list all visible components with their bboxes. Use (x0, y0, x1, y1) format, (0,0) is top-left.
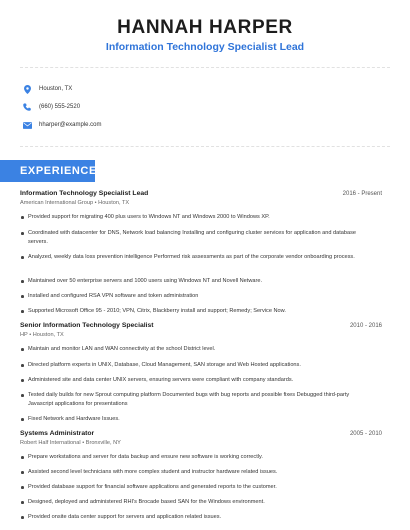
job-bullet: Directed platform experts in UNIX, Database, Cloud Management, SAN storage and Web Hosted applications. (20, 361, 360, 370)
company-location: Bronxville, NY (85, 440, 121, 446)
job-bullet: Analyzed, weekly data loss prevention intelligence Performed risk assessments as part of the corporate vendor onboarding process. (20, 253, 360, 262)
experience-heading: EXPERIENCE (0, 160, 95, 182)
phone-text: (660) 555-2520 (39, 104, 81, 110)
job-bullet: Supported Microsoft Office 95 - 2010; VPN, Citrix, Blackberry install and support; Remedy; Service Now. (20, 307, 360, 316)
job-bullet: Maintained over 50 enterprise servers and 1000 users using Windows NT and Novell Netware. (20, 277, 360, 286)
job-bullet: Provided onsite data center support for servers and application related issues. (20, 513, 360, 522)
job-bullet: Installed and configured RSA VPN software and token administration (20, 292, 360, 301)
company-name: Robert Half International (20, 440, 81, 446)
job-company: Robert Half International • Bronxville, NY (20, 440, 121, 446)
location-text: Houston, TX (39, 86, 73, 92)
job-company: HP • Houston, TX (20, 332, 64, 338)
job-dates: 2016 - Present (342, 191, 382, 197)
candidate-title: Information Technology Specialist Lead (105, 41, 305, 53)
mail-icon (22, 120, 32, 130)
job-bullet: Coordinated with datacenter for DNS, Network load balancing Installing and configuring cluster services for application and database servers. (20, 229, 360, 246)
email-text: hharper@example.com (39, 122, 102, 128)
contact-email (22, 119, 101, 131)
job-title: Systems Administrator (20, 430, 95, 437)
divider (20, 146, 390, 147)
company-name: American International Group (20, 200, 94, 206)
job-bullet: Administered site and data center UNIX servers, ensuring servers were compliant with company standards. (20, 376, 360, 385)
job-bullet: Tested daily builds for new Sprout computing platform Documented bugs with bug reports and possible fixes Debugged third-party Javascript applications for presentations (20, 391, 360, 408)
company-name: HP (20, 332, 28, 338)
candidate-name: HANNAH HARPER (117, 17, 293, 38)
job-company: American International Group • Houston, TX (20, 200, 130, 206)
job-dates: 2010 - 2016 (349, 323, 382, 329)
job-title: Information Technology Specialist Lead (20, 190, 149, 197)
contact-location (22, 83, 72, 95)
job-bullet: Assisted second level technicians with more complex student and instructor hardware related issues. (20, 468, 360, 477)
job-bullet: Provided support for migrating 400 plus users to Windows NT and Windows 2000 to Windows XP. (20, 213, 360, 222)
company-location: Houston, TX (32, 332, 64, 338)
job-bullet: Provided database support for financial software applications and generated reports to the customer. (20, 483, 360, 492)
job-title: Senior Information Technology Specialist (20, 322, 154, 329)
divider (20, 67, 390, 68)
job-bullet: Fixed Network and Hardware Issues. (20, 415, 360, 424)
contact-phone (22, 101, 80, 113)
job-bullet: Maintain and monitor LAN and WAN connectivity at the school District level. (20, 345, 360, 354)
job-bullet: Designed, deployed and administered RHI's Brocade based SAN for the Windows environment. (20, 498, 360, 507)
location-pin-icon (22, 84, 32, 94)
job-bullet: Prepare workstations and server for data backup and ensure new software is working correctly. (20, 453, 360, 462)
job-dates: 2005 - 2010 (349, 431, 382, 437)
company-location: Houston, TX (98, 200, 130, 206)
phone-icon (22, 102, 32, 112)
